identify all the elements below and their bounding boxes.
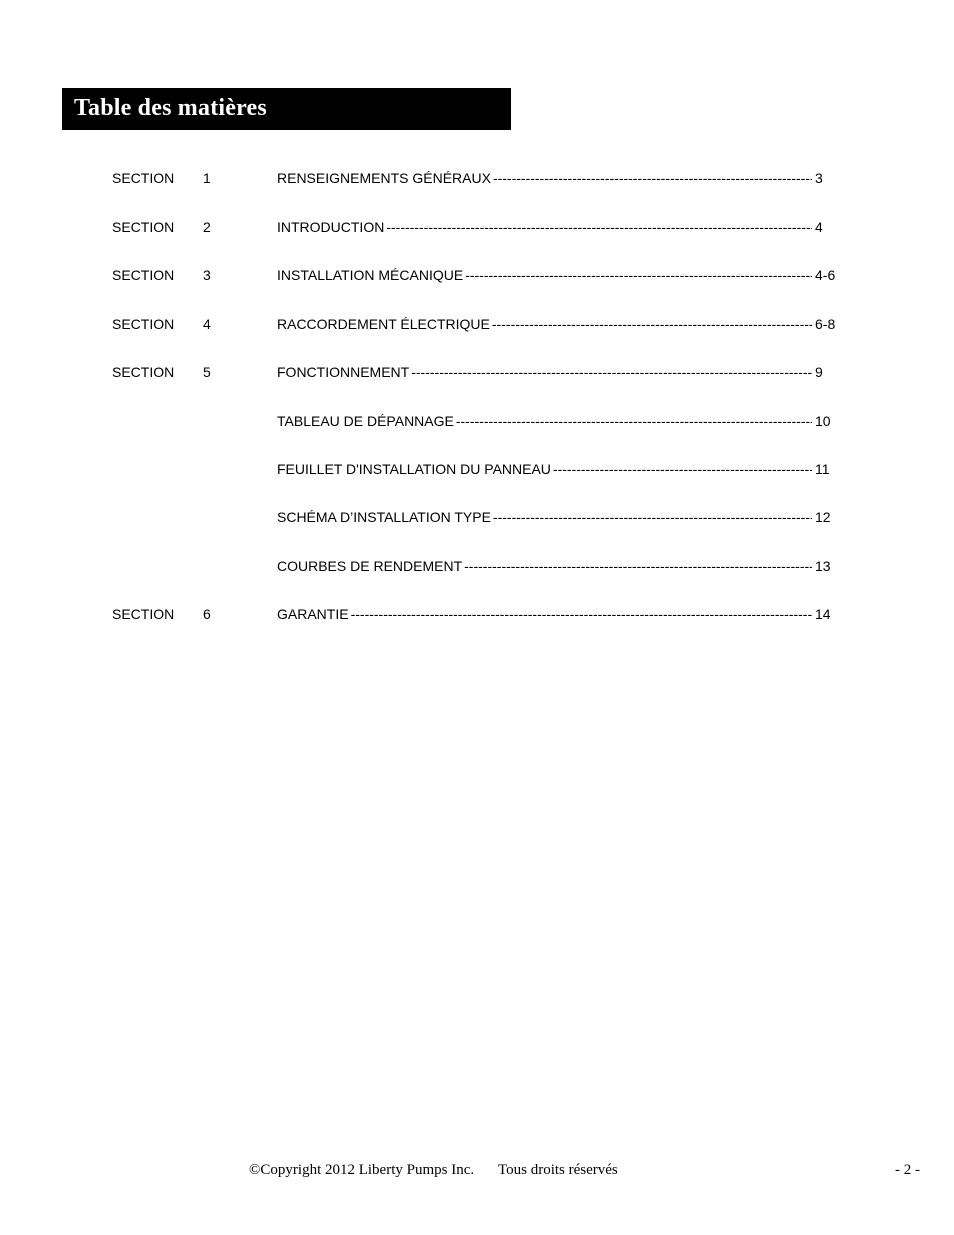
toc-entry-title: INSTALLATION MÉCANIQUE xyxy=(277,267,464,283)
toc-row xyxy=(0,314,954,334)
toc-row xyxy=(0,459,954,479)
section-label: SECTION xyxy=(112,170,175,186)
toc-row xyxy=(0,217,954,237)
page-footer xyxy=(0,1159,954,1181)
toc-entry-page: 3 xyxy=(815,170,823,186)
toc-row xyxy=(0,265,954,285)
dot-leader xyxy=(456,411,812,431)
toc-entry-title: TABLEAU DE DÉPANNAGE xyxy=(277,413,454,429)
toc-entry-page: 6-8 xyxy=(815,316,836,332)
section-label: SECTION xyxy=(112,606,175,622)
toc-entry-title: SCHÉMA D’INSTALLATION TYPE xyxy=(277,509,491,525)
toc-entry-title: GARANTIE xyxy=(277,606,349,622)
toc-entry xyxy=(277,314,837,334)
rights-notice: Tous droits réservés xyxy=(498,1162,618,1178)
section-number: 3 xyxy=(203,267,211,283)
toc-row xyxy=(0,362,954,382)
toc-entry-page: 9 xyxy=(815,364,823,380)
toc-entry-title: INTRODUCTION xyxy=(277,219,385,235)
toc-entry-title: FONCTIONNEMENT xyxy=(277,364,410,380)
dot-leader xyxy=(351,604,812,624)
toc-entry xyxy=(277,168,837,188)
toc-entry xyxy=(277,604,837,624)
copyright-notice: ©Copyright 2012 Liberty Pumps Inc. xyxy=(249,1162,475,1178)
toc-row xyxy=(0,168,954,188)
toc-entry xyxy=(277,217,837,237)
page-title: Table des matières xyxy=(74,95,267,121)
section-label: SECTION xyxy=(112,219,175,235)
section-number: 4 xyxy=(203,316,211,332)
toc-entry xyxy=(277,362,837,382)
toc-entry xyxy=(277,507,837,527)
page-number: - 2 - xyxy=(895,1162,920,1178)
dot-leader xyxy=(411,362,812,382)
toc-entry-page: 13 xyxy=(815,558,831,574)
section-number: 1 xyxy=(203,170,211,186)
section-label: SECTION xyxy=(112,364,175,380)
toc-row xyxy=(0,507,954,527)
toc-row xyxy=(0,411,954,431)
section-number: 2 xyxy=(203,219,211,235)
toc-entry-page: 4 xyxy=(815,219,823,235)
toc-entry-page: 12 xyxy=(815,509,831,525)
toc-entry-page: 4-6 xyxy=(815,267,836,283)
toc-entry-title: COURBES DE RENDEMENT xyxy=(277,558,463,574)
toc-entry xyxy=(277,459,837,479)
section-label: SECTION xyxy=(112,267,175,283)
section-number: 5 xyxy=(203,364,211,380)
dot-leader xyxy=(493,507,812,527)
toc-entry xyxy=(277,411,837,431)
toc-entry-title: FEUILLET D'INSTALLATION DU PANNEAU xyxy=(277,461,551,477)
dot-leader xyxy=(465,265,812,285)
dot-leader xyxy=(493,168,812,188)
toc-entry-title: RENSEIGNEMENTS GÉNÉRAUX xyxy=(277,170,491,186)
dot-leader xyxy=(553,459,812,479)
section-number: 6 xyxy=(203,606,211,622)
title-bar xyxy=(62,88,511,130)
toc-entry-title: RACCORDEMENT ÉLECTRIQUE xyxy=(277,316,490,332)
dot-leader xyxy=(386,217,812,237)
dot-leader xyxy=(464,556,812,576)
toc-entry-page: 11 xyxy=(815,461,830,477)
section-label: SECTION xyxy=(112,316,175,332)
toc-row xyxy=(0,604,954,624)
dot-leader xyxy=(492,314,812,334)
toc-entry xyxy=(277,556,837,576)
toc-entry xyxy=(277,265,837,285)
toc-row xyxy=(0,556,954,576)
toc-entry-page: 10 xyxy=(815,413,831,429)
toc-entry-page: 14 xyxy=(815,606,831,622)
